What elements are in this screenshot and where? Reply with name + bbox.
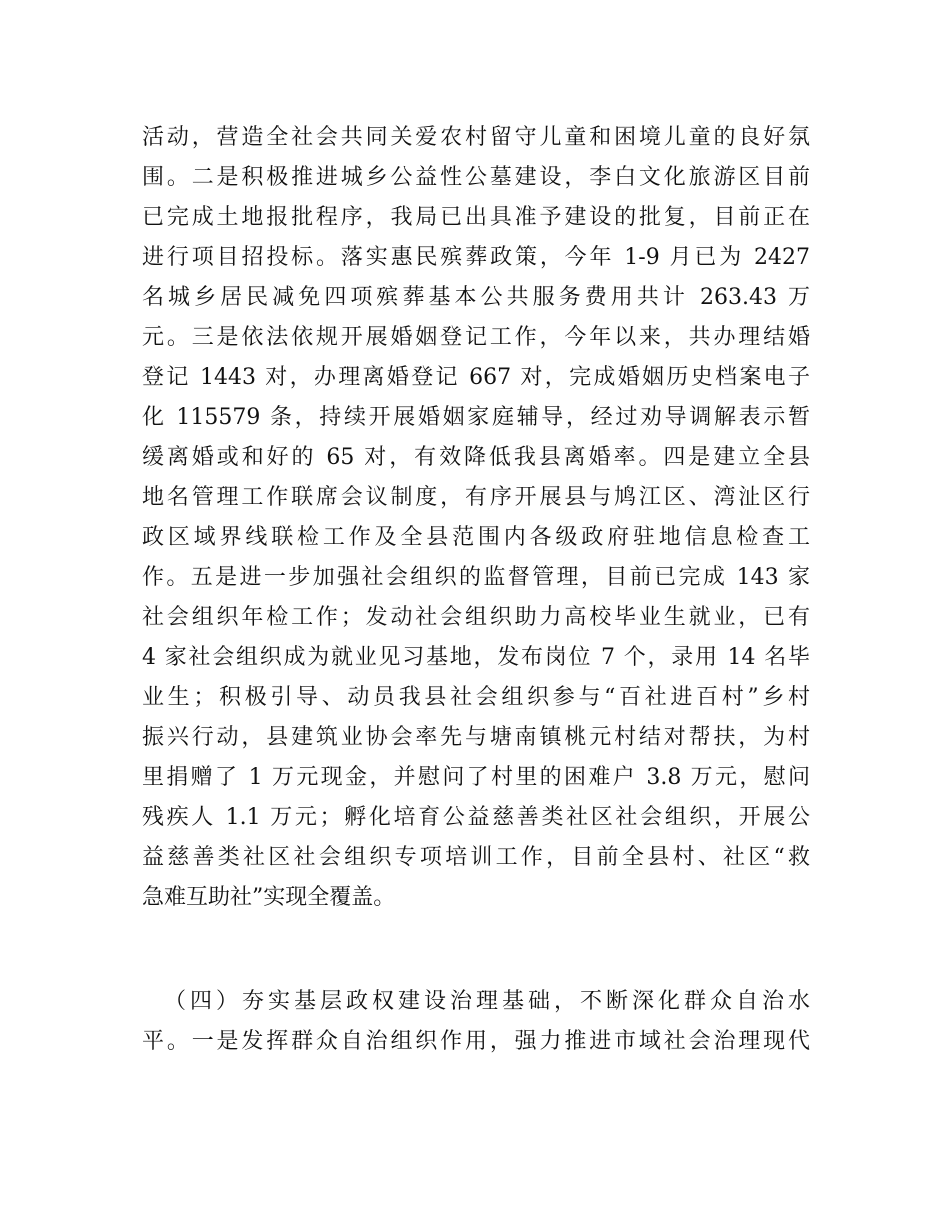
text-line: 围。二是积极推进城乡公益性公墓建设，李白文化旅游区目前 [142, 165, 810, 190]
section-heading-line: （四）夯实基层政权建设治理基础，不断深化群众自治水 [164, 989, 810, 1014]
text-line: 活动，营造全社会共同关爱农村留守儿童和困境儿童的良好氛 [142, 125, 810, 150]
text-line: 益慈善类社区社会组织专项培训工作，目前全县村、社区“救 [142, 845, 810, 870]
paragraph-2 [142, 982, 810, 1062]
text-line: 地名管理工作联席会议制度，有序开展县与鸠江区、湾沚区行 [142, 485, 810, 510]
text-line: 平。一是发挥群众自治组织作用，强力推进市域社会治理现代 [142, 1029, 810, 1054]
text-line: 进行项目招投标。落实惠民殡葬政策，今年 1-9 月已为 2427 [142, 245, 810, 270]
text-line: 缓离婚或和好的 65 对，有效降低我县离婚率。四是建立全县 [142, 445, 810, 470]
text-line: 政区域界线联检工作及全县范围内各级政府驻地信息检查工 [142, 525, 810, 550]
paragraph-1 [142, 118, 810, 918]
text-line: 元。三是依法依规开展婚姻登记工作，今年以来，共办理结婚 [142, 325, 810, 350]
text-line: 已完成土地报批程序，我局已出具准予建设的批复，目前正在 [142, 205, 810, 230]
text-line: 化 115579 条，持续开展婚姻家庭辅导，经过劝导调解表示暂 [142, 405, 810, 430]
text-line: 残疾人 1.1 万元；孵化培育公益慈善类社区社会组织，开展公 [142, 805, 810, 830]
text-line: 业生；积极引导、动员我县社会组织参与“百社进百村”乡村 [142, 685, 810, 710]
text-line: 里捐赠了 1 万元现金，并慰问了村里的困难户 3.8 万元，慰问 [142, 765, 810, 790]
text-line: 急难互助社”实现全覆盖。 [142, 885, 396, 910]
text-line: 4 家社会组织成为就业见习基地，发布岗位 7 个，录用 14 名毕 [142, 645, 810, 670]
text-line: 振兴行动，县建筑业协会率先与塘南镇桃元村结对帮扶，为村 [142, 725, 810, 750]
text-line: 社会组织年检工作；发动社会组织助力高校毕业生就业，已有 [142, 605, 810, 630]
text-line: 作。五是进一步加强社会组织的监督管理，目前已完成 143 家 [142, 565, 810, 590]
text-line: 登记 1443 对，办理离婚登记 667 对，完成婚姻历史档案电子 [142, 365, 810, 390]
text-line: 名城乡居民减免四项殡葬基本公共服务费用共计 263.43 万 [142, 285, 810, 310]
